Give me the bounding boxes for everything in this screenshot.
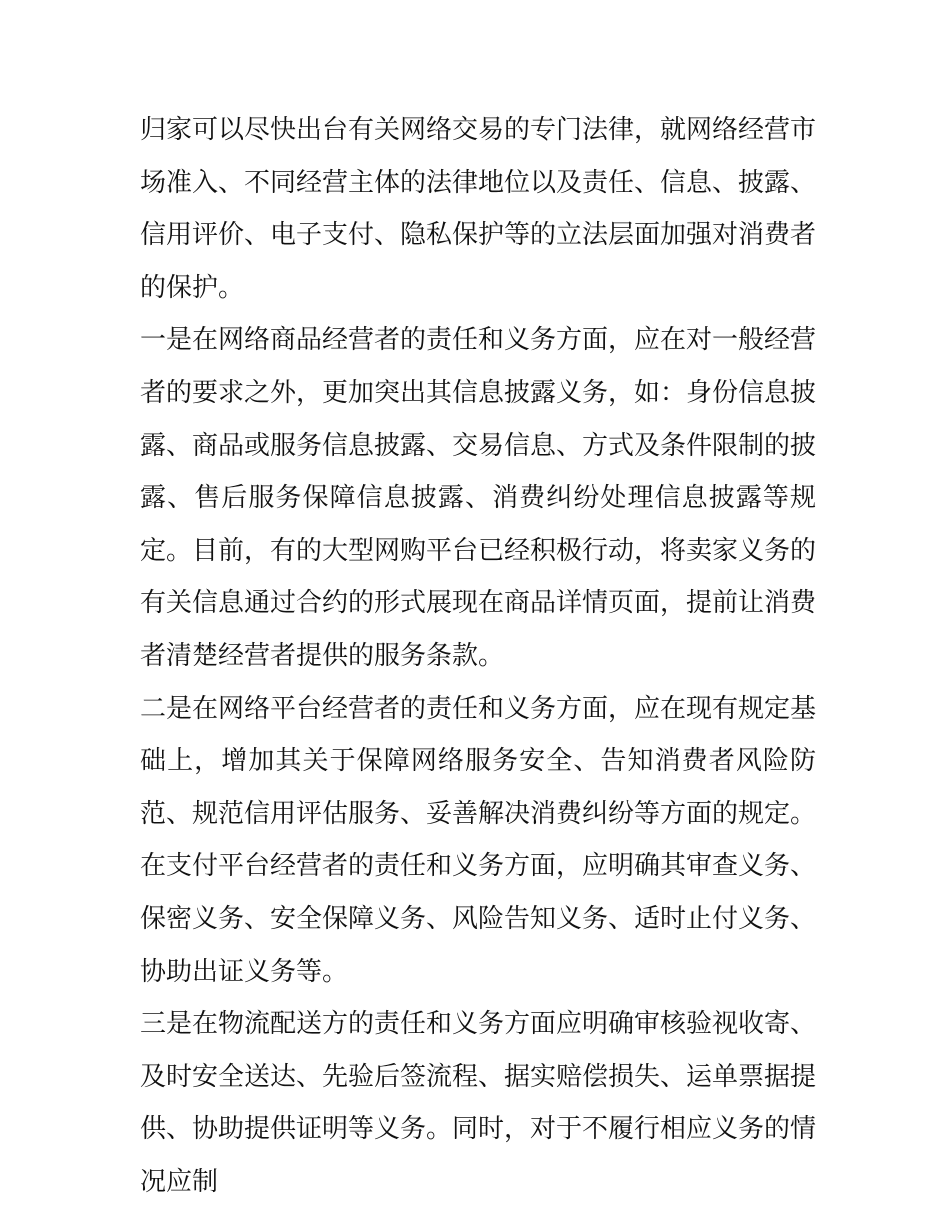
paragraph-three: 三是在物流配送方的责任和义务方面应明确审核验视收寄、及时安全送达、先验后签流程、据实赔偿损失、运单票据提供、协助提供证明等义务。同时，对于不履行相应义务的情况应制 (140, 1009, 817, 1197)
paragraph-intro: 归家可以尽快出台有关网络交易的专门法律，就网络经营市场准入、不同经营主体的法律地位以及责任、信息、披露、信用评价、电子支付、隐私保护等的立法层面加强对消费者的保护。 (140, 115, 817, 303)
paragraph-one: 一是在网络商品经营者的责任和义务方面，应在对一般经营者的要求之外，更加突出其信息披露义务，如：身份信息披露、商品或服务信息披露、交易信息、方式及条件限制的披露、售后服务保障信息披露、消费纠纷处理信息披露等规定。目前，有的大型网购平台已经积极行动，将卖家义务的有关信息通过合约的形式展现在商品详情页面，提前让消费者清楚经营者提供的服务条款。 (140, 325, 817, 671)
paragraph-two: 二是在网络平台经营者的责任和义务方面，应在现有规定基础上，增加其关于保障网络服务安全、告知消费者风险防范、规范信用评估服务、妥善解决消费纠纷等方面的规定。在支付平台经营者的责任和义务方面，应明确其审查义务、保密义务、安全保障义务、风险告知义务、适时止付义务、协助出证义务等。 (140, 693, 817, 987)
document-body (140, 104, 816, 1208)
